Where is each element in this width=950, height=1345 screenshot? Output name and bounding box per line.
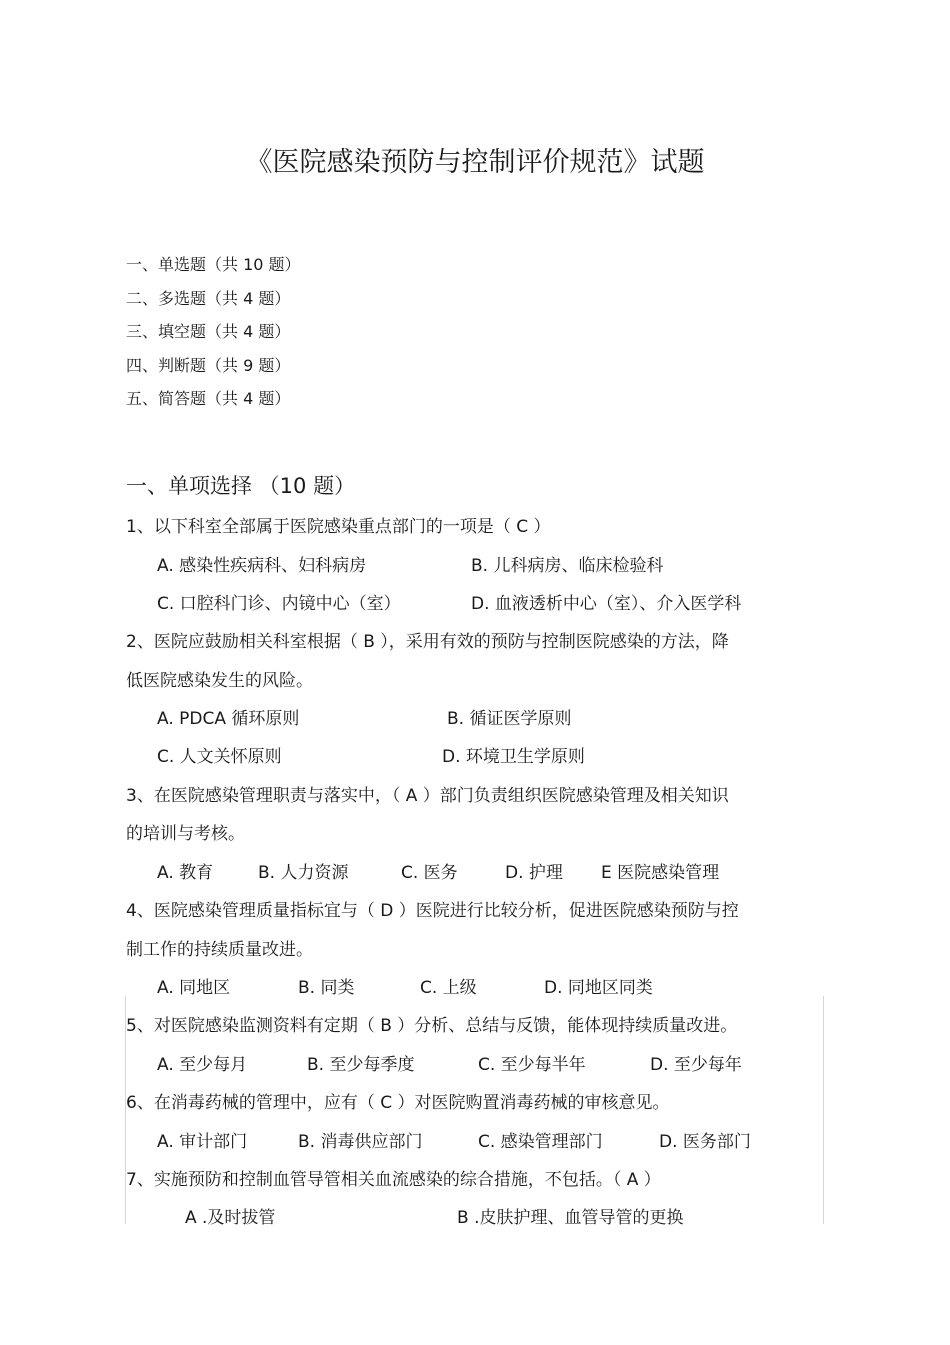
section-heading: 一、单项选择 （10 题） <box>126 474 356 498</box>
q1-option-b: B. 儿科病房、临床检验科 <box>471 556 664 576</box>
question-4: 4、医院感染管理质量指标宜与（ D ）医院进行比较分析，促进医院感染预防与控 <box>126 901 739 921</box>
question-6: 6、在消毒药械的管理中，应有（ C ）对医院购置消毒药械的审核意见。 <box>126 1093 670 1113</box>
q1-option-d: D. 血液透析中心（室）、介入医学科 <box>471 594 742 614</box>
q6-option-c: C. 感染管理部门 <box>478 1132 603 1152</box>
question-2: 2、医院应鼓励相关科室根据（ B ），采用有效的预防与控制医院感染的方法，降 <box>126 632 729 652</box>
q5-option-c: C. 至少每半年 <box>478 1055 586 1075</box>
q4-option-a: A. 同地区 <box>157 978 231 998</box>
q7-option-a: A .及时拔管 <box>185 1208 276 1228</box>
q2-option-a: A. PDCA 循环原则 <box>157 709 300 729</box>
document-title: 《医院感染预防与控制评价规范》试题 <box>245 147 705 178</box>
q1-option-c: C. 口腔科门诊、内镜中心（室） <box>157 594 401 614</box>
q5-option-d: D. 至少每年 <box>650 1055 742 1075</box>
q6-option-d: D. 医务部门 <box>659 1132 751 1152</box>
q6-option-a: A. 审计部门 <box>157 1132 248 1152</box>
q3-option-e: E 医院感染管理 <box>601 863 720 883</box>
toc-item: 二、多选题（共 4 题） <box>126 289 291 308</box>
q4-option-b: B. 同类 <box>298 978 355 998</box>
question-7: 7、实施预防和控制血管导管相关血流感染的综合措施，不包括。（ A ） <box>126 1170 661 1190</box>
question-2-cont: 低医院感染发生的风险。 <box>126 671 313 691</box>
q5-option-a: A. 至少每月 <box>157 1055 248 1075</box>
q5-option-b: B. 至少每季度 <box>307 1055 415 1075</box>
question-3-cont: 的培训与考核。 <box>126 824 245 844</box>
q6-option-b: B. 消毒供应部门 <box>298 1132 423 1152</box>
q2-option-d: D. 环境卫生学原则 <box>442 747 585 767</box>
toc-item: 一、单选题（共 10 题） <box>126 255 301 274</box>
frame-line-right <box>823 996 824 1224</box>
toc-item: 四、判断题（共 9 题） <box>126 356 291 375</box>
q3-option-b: B. 人力资源 <box>258 863 349 883</box>
q3-option-a: A. 教育 <box>157 863 214 883</box>
q7-option-b: B .皮肤护理、血管导管的更换 <box>457 1208 684 1228</box>
q4-option-d: D. 同地区同类 <box>544 978 653 998</box>
q3-option-c: C. 医务 <box>401 863 458 883</box>
toc-item: 五、简答题（共 4 题） <box>126 389 291 408</box>
q4-option-c: C. 上级 <box>420 978 477 998</box>
question-5: 5、对医院感染监测资料有定期（ B ）分析、总结与反馈，能体现持续质量改进。 <box>126 1016 738 1036</box>
question-4-cont: 制工作的持续质量改进。 <box>126 940 313 960</box>
question-1: 1、以下科室全部属于医院感染重点部门的一项是（ C ） <box>126 517 551 537</box>
q1-option-a: A. 感染性疾病科、妇科病房 <box>157 556 367 576</box>
q2-option-c: C. 人文关怀原则 <box>157 747 282 767</box>
question-3: 3、在医院感染管理职责与落实中，（ A ）部门负责组织医院感染管理及相关知识 <box>126 786 729 806</box>
q3-option-d: D. 护理 <box>505 863 563 883</box>
q2-option-b: B. 循证医学原则 <box>447 709 572 729</box>
toc-item: 三、填空题（共 4 题） <box>126 322 291 341</box>
